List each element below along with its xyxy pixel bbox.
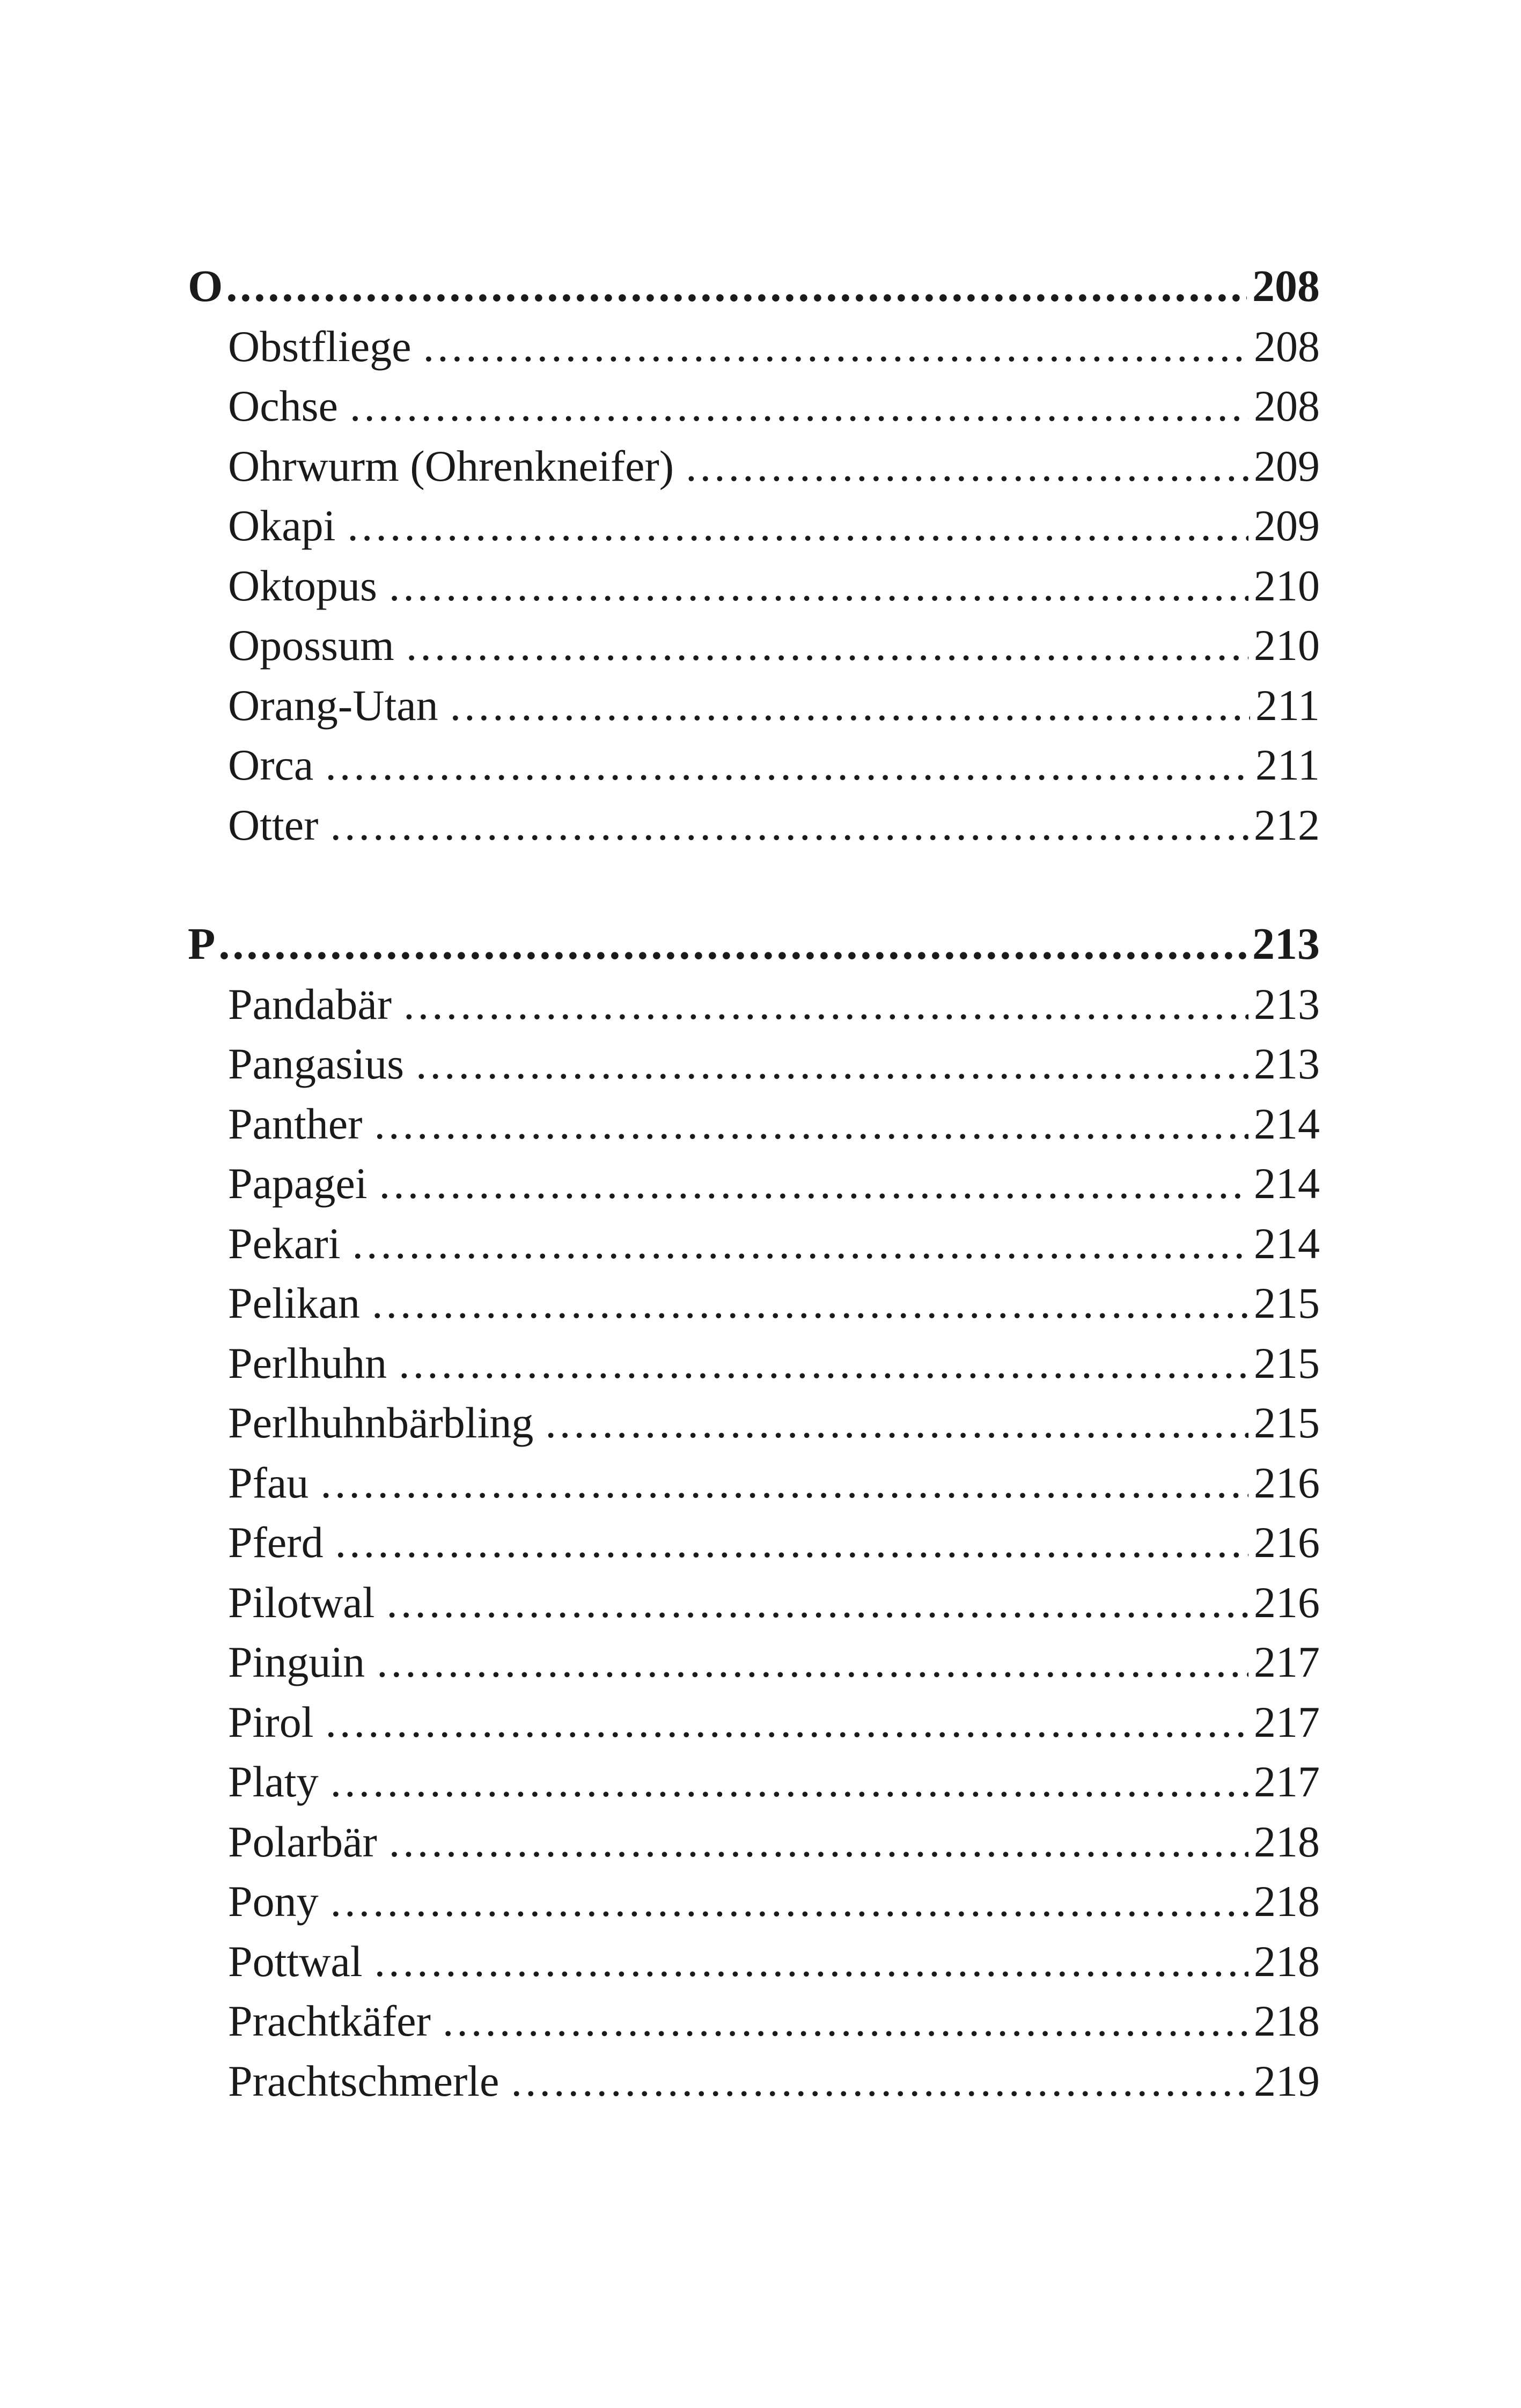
page-number: 217: [1254, 1638, 1320, 1686]
page-number: 208: [1254, 381, 1320, 430]
page-number: 208: [1252, 261, 1320, 311]
page-number: 218: [1254, 1877, 1320, 1926]
toc-entry: [188, 1094, 1320, 1154]
dot-leader: [406, 615, 1248, 676]
toc-entry: [188, 1932, 1320, 1992]
toc-entry: [188, 376, 1320, 436]
dot-leader: [218, 914, 1247, 974]
entry-name: Pirol: [228, 1697, 314, 1746]
page-number: 216: [1254, 1458, 1320, 1507]
dot-leader: [320, 1453, 1248, 1513]
dot-leader: [352, 1214, 1248, 1274]
entry-name: Pottwal: [228, 1936, 363, 1986]
dot-leader: [379, 1154, 1248, 1214]
dot-leader: [374, 1094, 1248, 1154]
page-number: 218: [1254, 1936, 1320, 1986]
page-number: 218: [1254, 1996, 1320, 2045]
table-of-contents: [188, 256, 1320, 2111]
section-letter: P: [188, 919, 216, 969]
page-number: 209: [1254, 501, 1320, 550]
dot-leader: [686, 436, 1248, 496]
dot-leader: [389, 556, 1248, 616]
toc-entry: [188, 496, 1320, 556]
page-number: 213: [1254, 1039, 1320, 1088]
toc-entry: [188, 1632, 1320, 1692]
dot-leader: [330, 795, 1248, 855]
dot-leader: [416, 1034, 1248, 1094]
page-number: 209: [1254, 441, 1320, 490]
toc-entry: [188, 1453, 1320, 1513]
page-number: 215: [1254, 1338, 1320, 1387]
entry-name: Otter: [228, 800, 319, 849]
toc-section-p: [188, 914, 1320, 2111]
dot-leader: [450, 676, 1250, 736]
dot-leader: [511, 2051, 1248, 2111]
entry-name: Pinguin: [228, 1638, 365, 1686]
page-number: 211: [1255, 740, 1320, 789]
toc-entry: [188, 974, 1320, 1034]
toc-entry: [188, 615, 1320, 676]
entry-name: Obstfliege: [228, 321, 412, 371]
dot-leader: [377, 1632, 1248, 1692]
dot-leader: [372, 1273, 1248, 1333]
entry-name: Pekari: [228, 1218, 341, 1268]
dot-leader: [386, 1573, 1248, 1633]
toc-entry: [188, 2051, 1320, 2111]
entry-name: Panther: [228, 1099, 363, 1148]
toc-entry: [188, 436, 1320, 496]
section-heading: [188, 914, 1320, 974]
toc-entry: [188, 676, 1320, 736]
entry-name: Polarbär: [228, 1817, 377, 1866]
entry-name: Perlhuhnbärbling: [228, 1398, 534, 1447]
toc-entry: [188, 1573, 1320, 1633]
dot-leader: [335, 1513, 1248, 1573]
dot-leader: [389, 1812, 1248, 1872]
page-number: 217: [1254, 1757, 1320, 1806]
page-number: 214: [1254, 1099, 1320, 1148]
page-number: 215: [1254, 1398, 1320, 1447]
page-number: 216: [1254, 1577, 1320, 1627]
toc-entry: [188, 1393, 1320, 1453]
toc-entry: [188, 1752, 1320, 1812]
page-number: 217: [1254, 1697, 1320, 1746]
dot-leader: [443, 1991, 1248, 2051]
dot-leader: [545, 1393, 1248, 1453]
toc-entry: [188, 556, 1320, 616]
page-number: 216: [1254, 1518, 1320, 1567]
toc-entry: [188, 1154, 1320, 1214]
toc-entry: [188, 1333, 1320, 1393]
toc-entry: [188, 317, 1320, 377]
entry-name: Ochse: [228, 381, 338, 430]
toc-entry: [188, 1513, 1320, 1573]
entry-name: Opossum: [228, 621, 394, 670]
entry-name: Ohrwurm (Ohrenkneifer): [228, 441, 674, 490]
toc-entry: [188, 1812, 1320, 1872]
entry-name: Okapi: [228, 501, 336, 550]
toc-entry: [188, 1991, 1320, 2051]
page-number: 218: [1254, 1817, 1320, 1866]
entry-name: Pony: [228, 1877, 319, 1926]
toc-entry: [188, 795, 1320, 855]
toc-entry: [188, 1692, 1320, 1752]
dot-leader: [325, 1692, 1248, 1752]
entry-name: Pilotwal: [228, 1577, 375, 1627]
entry-name: Platy: [228, 1757, 319, 1806]
entry-name: Prachtschmerle: [228, 2056, 499, 2105]
page-number: 212: [1254, 800, 1320, 849]
dot-leader: [374, 1932, 1248, 1992]
section-letter: O: [188, 261, 223, 311]
entry-name: Orang-Utan: [228, 680, 438, 730]
dot-leader: [226, 256, 1247, 317]
dot-leader: [350, 376, 1248, 436]
entry-name: Pangasius: [228, 1039, 404, 1088]
toc-entry: [188, 1273, 1320, 1333]
dot-leader: [403, 974, 1248, 1034]
page-number: 210: [1254, 561, 1320, 610]
toc-entry: [188, 735, 1320, 795]
entry-name: Pelikan: [228, 1279, 360, 1327]
entry-name: Pfau: [228, 1458, 309, 1507]
entry-name: Pferd: [228, 1518, 324, 1567]
page-number: 219: [1254, 2056, 1320, 2105]
dot-leader: [325, 735, 1250, 795]
entry-name: Pandabär: [228, 979, 392, 1029]
toc-entry: [188, 1034, 1320, 1094]
toc-entry: [188, 1871, 1320, 1932]
entry-name: Perlhuhn: [228, 1338, 387, 1387]
page-number: 214: [1254, 1218, 1320, 1268]
toc-section-o: [188, 256, 1320, 855]
dot-leader: [399, 1333, 1248, 1393]
entry-name: Orca: [228, 740, 314, 789]
dot-leader: [330, 1752, 1248, 1812]
page-number: 214: [1254, 1159, 1320, 1208]
section-heading: [188, 256, 1320, 317]
dot-leader: [347, 496, 1248, 556]
page-number: 215: [1254, 1279, 1320, 1327]
dot-leader: [423, 317, 1248, 377]
toc-entry: [188, 1214, 1320, 1274]
entry-name: Papagei: [228, 1159, 368, 1208]
page-number: 211: [1255, 680, 1320, 730]
page-number: 213: [1252, 919, 1320, 969]
page-number: 213: [1254, 979, 1320, 1029]
dot-leader: [330, 1871, 1248, 1932]
entry-name: Oktopus: [228, 561, 377, 610]
entry-name: Prachtkäfer: [228, 1996, 431, 2045]
page-number: 208: [1254, 321, 1320, 371]
page-number: 210: [1254, 621, 1320, 670]
